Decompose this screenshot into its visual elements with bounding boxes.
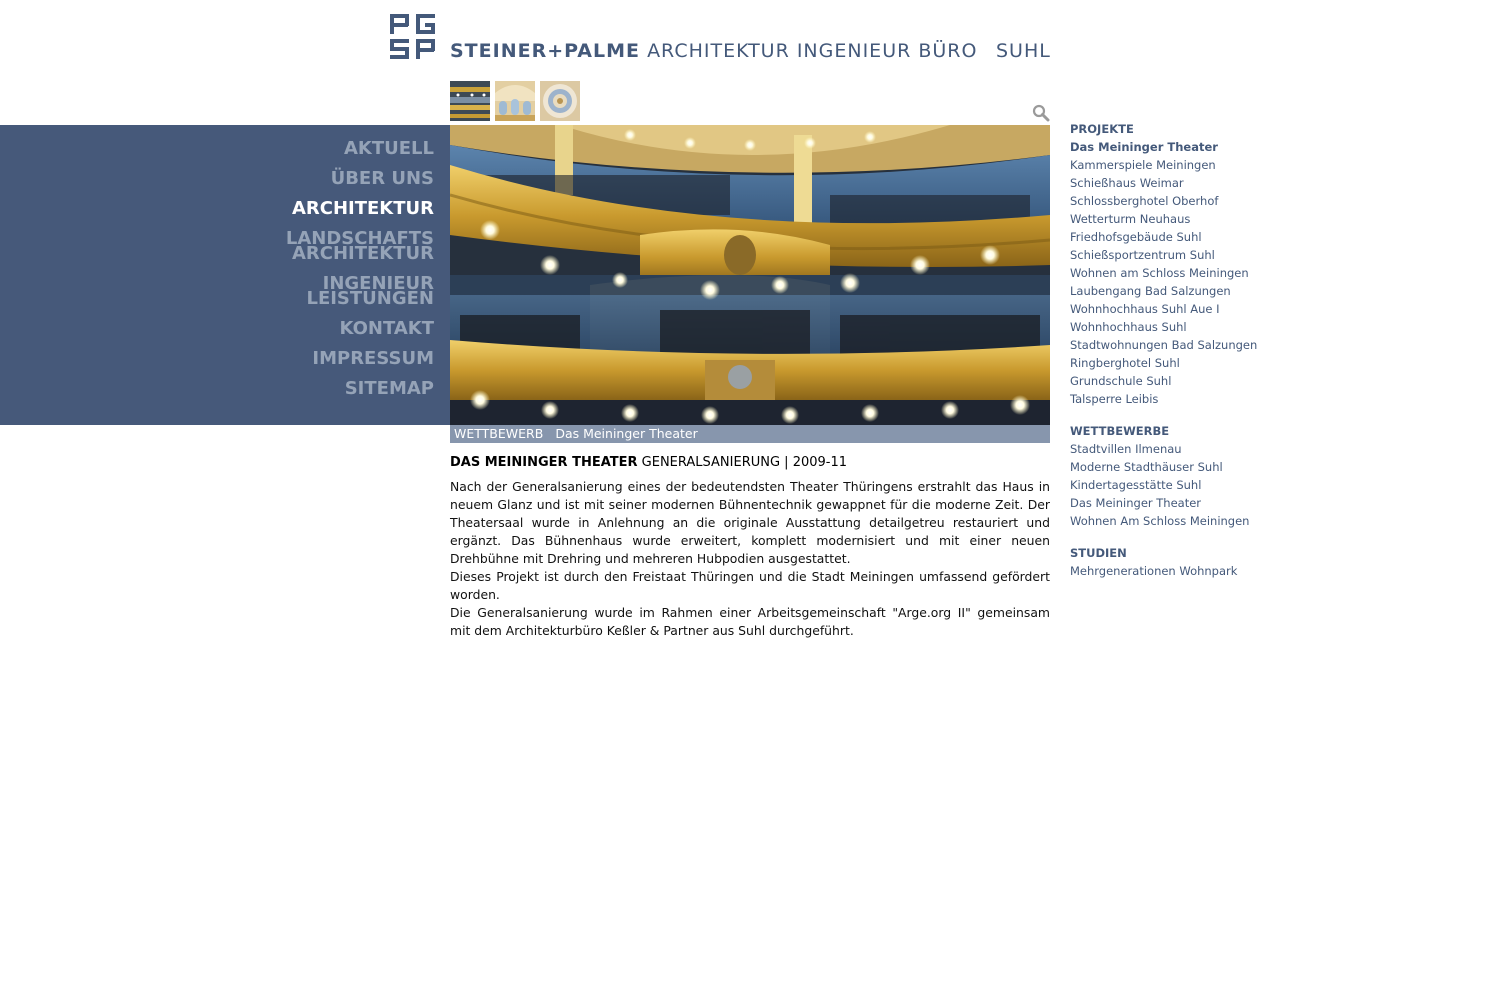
nav-label-line-1: INGENIEUR — [322, 273, 434, 294]
nav-label-line-2: LEISTUNGEN — [306, 288, 434, 309]
main-navigation — [286, 135, 434, 411]
project-sidebar — [1070, 120, 1257, 594]
thumbnail-3[interactable] — [540, 81, 580, 121]
sidebar-link[interactable]: Kammerspiele Meiningen — [1070, 158, 1216, 172]
thumbnail-strip — [450, 81, 580, 121]
article-paragraph: Die Generalsanierung wurde im Rahmen einer Arbeitsgemeinschaft "Arge.org II" gemeinsam mit dem Architekturbüro Keßler & Partner aus Suhl durchgeführt. — [450, 605, 1050, 638]
sidebar-link[interactable]: Moderne Stadthäuser Suhl — [1070, 460, 1223, 474]
article-paragraph: Dieses Projekt ist durch den Freistaat Thüringen und die Stadt Meiningen umfassend gefördert worden. — [450, 569, 1050, 602]
article-body — [450, 478, 1050, 640]
nav-item-architektur[interactable] — [286, 198, 434, 219]
sidebar-link[interactable]: Friedhofsgebäude Suhl — [1070, 230, 1202, 244]
sidebar-link[interactable]: Mehrgenerationen Wohnpark — [1070, 564, 1238, 578]
nav-item-ueber-uns[interactable] — [286, 168, 434, 189]
nav-item-sitemap[interactable] — [286, 378, 434, 399]
search-icon[interactable] — [1032, 104, 1050, 122]
sidebar-link[interactable]: Stadtvillen Ilmenau — [1070, 442, 1182, 456]
nav-item-kontakt[interactable] — [286, 318, 434, 339]
image-caption-bar — [450, 425, 1050, 443]
sidebar-link[interactable]: Schießsportzentrum Suhl — [1070, 248, 1215, 262]
sidebar-link[interactable]: Ringberghotel Suhl — [1070, 356, 1180, 370]
article-heading — [450, 455, 847, 470]
sidebar-link[interactable]: Grundschule Suhl — [1070, 374, 1172, 388]
nav-label: ARCHITEKTUR — [291, 198, 434, 219]
sidebar-group-wettbewerbe — [1070, 422, 1257, 530]
logo-mark — [390, 14, 436, 60]
caption-category: WETTBEWERB — [454, 426, 544, 441]
thumbnail-1[interactable] — [450, 81, 490, 121]
theater-interior-image — [450, 125, 1050, 425]
brand-city: SUHL — [996, 40, 1051, 62]
nav-label: IMPRESSUM — [312, 348, 434, 369]
nav-item-ingenieurleistungen[interactable] — [286, 273, 434, 309]
caption-title: Das Meininger Theater — [555, 426, 698, 441]
sidebar-group-studien — [1070, 544, 1257, 580]
nav-label-line-2: ARCHITEKTUR — [291, 243, 434, 264]
sidebar-link[interactable]: Laubengang Bad Salzungen — [1070, 284, 1231, 298]
nav-label-line-1: LANDSCHAFTS — [285, 228, 434, 249]
brand-name: STEINER+PALME — [450, 40, 641, 62]
sidebar-link[interactable]: Talsperre Leibis — [1070, 392, 1159, 406]
sidebar-heading: WETTBEWERBE — [1070, 424, 1170, 438]
brand-subtitle: ARCHITEKTUR INGENIEUR BÜRO — [647, 40, 978, 62]
article-title: DAS MEININGER THEATER — [450, 455, 638, 470]
nav-label: SITEMAP — [344, 378, 434, 399]
sidebar-link[interactable]: Das Meininger Theater — [1070, 496, 1202, 510]
thumbnail-2[interactable] — [495, 81, 535, 121]
sidebar-group-projekte — [1070, 120, 1257, 408]
sidebar-link[interactable]: Schlossberghotel Oberhof — [1070, 194, 1219, 208]
project-photo — [450, 125, 1050, 425]
sidebar-heading: STUDIEN — [1070, 546, 1127, 560]
sidebar-link[interactable]: Wohnen Am Schloss Meiningen — [1070, 514, 1250, 528]
sidebar-link[interactable]: Stadtwohnungen Bad Salzungen — [1070, 338, 1258, 352]
nav-label: AKTUELL — [343, 138, 434, 159]
sidebar-heading: PROJEKTE — [1070, 122, 1134, 136]
sidebar-link[interactable]: Wohnen am Schloss Meiningen — [1070, 266, 1249, 280]
sidebar-link[interactable]: Das Meininger Theater — [1070, 140, 1218, 154]
sidebar-link[interactable]: Wohnhochhaus Suhl — [1070, 320, 1187, 334]
sidebar-link[interactable]: Wohnhochhaus Suhl Aue I — [1070, 302, 1220, 316]
site-title — [450, 40, 1051, 62]
article-paragraph: Nach der Generalsanierung eines der bedeutendsten Theater Thüringens erstrahlt das Haus in neuem Glanz und ist mit seiner modernen Bühnentechnik gewappnet für die moderne Zeit. Der Theatersaal wurde in Anlehnung an die originale Ausstattung detailgetreu restauriert und ergänzt. Das Bühnenhaus wurde erweitert, komplett modernisiert und mit einer neuen Drehbühne mit Drehring und mehreren Hubpodien ausgestattet. — [450, 479, 1050, 566]
nav-label: KONTAKT — [339, 318, 434, 339]
nav-label: ÜBER UNS — [330, 168, 434, 189]
sidebar-link[interactable]: Wetterturm Neuhaus — [1070, 212, 1191, 226]
nav-item-aktuell[interactable] — [286, 138, 434, 159]
sidebar-link[interactable]: Kindertagesstätte Suhl — [1070, 478, 1202, 492]
nav-item-impressum[interactable] — [286, 348, 434, 369]
nav-item-landschaftsarchitektur[interactable] — [285, 228, 434, 264]
article-subtitle: GENERALSANIERUNG | 2009-11 — [641, 455, 848, 470]
main-navigation-panel — [0, 125, 450, 425]
sidebar-link[interactable]: Schießhaus Weimar — [1070, 176, 1184, 190]
pgsp-logo[interactable] — [390, 14, 436, 60]
